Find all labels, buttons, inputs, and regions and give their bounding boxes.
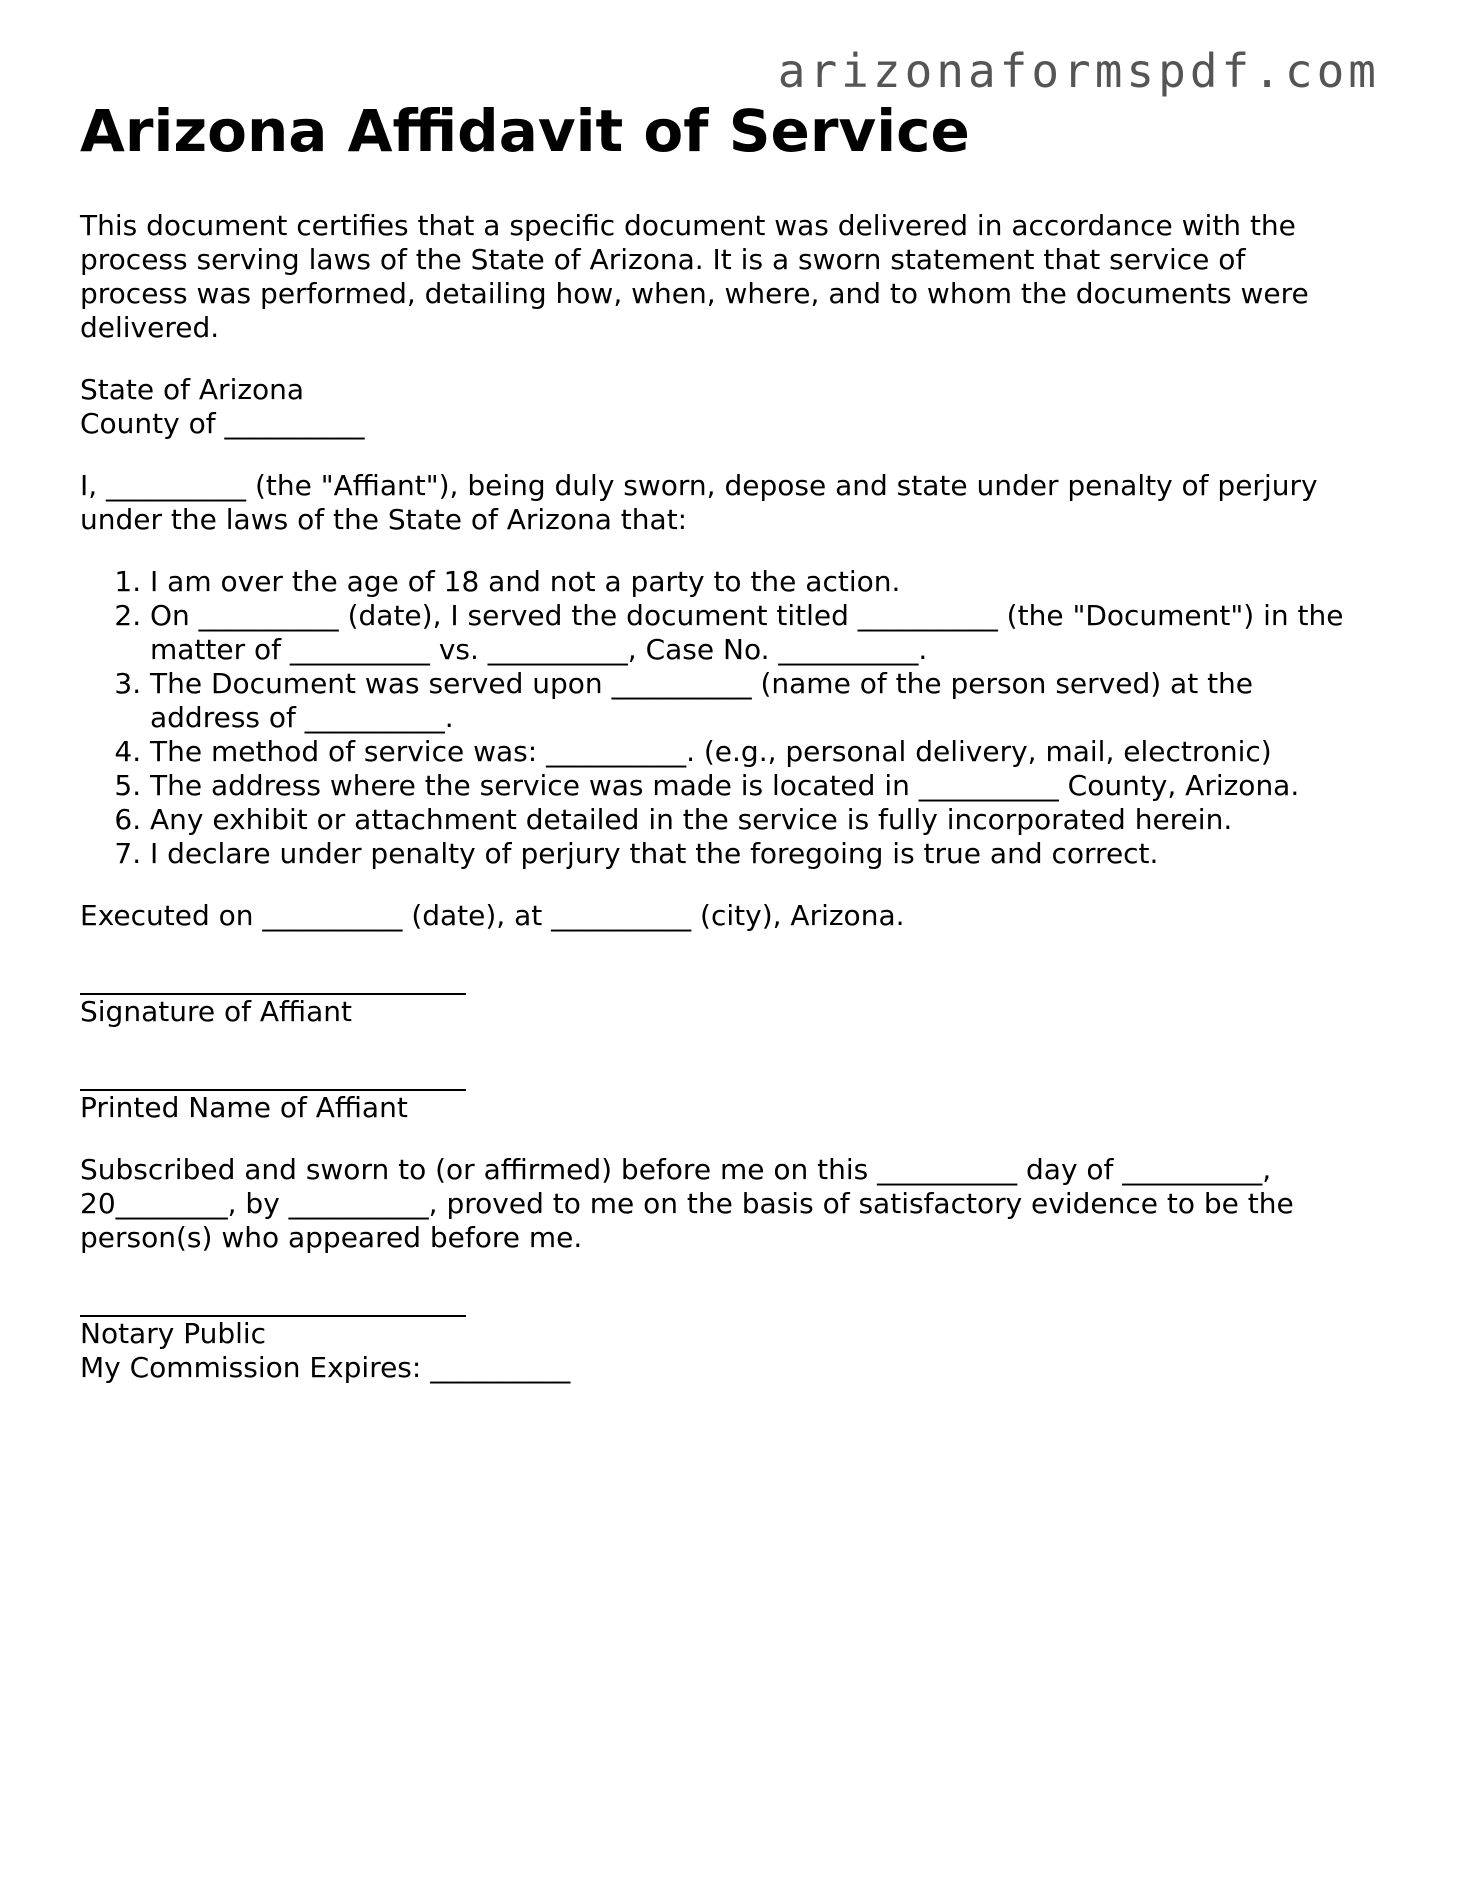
executed-statement — [80, 899, 1380, 933]
list-item — [150, 837, 1380, 871]
list-item — [150, 769, 1380, 803]
list-item-text: address of __________. — [150, 701, 454, 734]
list-item — [150, 803, 1380, 837]
printed-name-block — [80, 1057, 1380, 1125]
notary-signature-line — [80, 1283, 466, 1317]
document-title: Arizona Affidavit of Service — [80, 97, 970, 165]
notary-statement — [80, 1153, 1380, 1255]
list-item — [150, 565, 1380, 599]
signature-line — [80, 961, 466, 995]
venue-county: County of __________ — [80, 407, 365, 440]
affiant-line: I, __________ (the "Affiant"), being duly sworn, depose and state under penalty of perjury — [80, 469, 1318, 502]
signature-label: Signature of Affiant — [80, 995, 352, 1028]
executed-line: Executed on __________ (date), at __________ (city), Arizona. — [80, 899, 905, 932]
list-item-text: 5. The address where the service was made is located in __________ County, Arizona. — [150, 769, 1300, 802]
list-item-text: 1. I am over the age of 18 and not a party to the action. — [150, 565, 901, 598]
signature-block — [80, 961, 1380, 1029]
notary-line: person(s) who appeared before me. — [80, 1221, 583, 1254]
notary-line: Subscribed and sworn to (or affirmed) before me on this __________ day of __________, — [80, 1153, 1272, 1186]
affidavit-items — [80, 565, 1380, 871]
venue-state: State of Arizona — [80, 373, 305, 406]
intro-line: process serving laws of the State of Arizona. It is a sworn statement that service of — [80, 243, 1246, 276]
venue-block — [80, 373, 1380, 441]
printed-name-line — [80, 1057, 466, 1091]
notary-line: 20________, by __________, proved to me on the basis of satisfactory evidence to be the — [80, 1187, 1294, 1220]
document-body — [80, 209, 1380, 1413]
printed-name-label: Printed Name of Affiant — [80, 1091, 408, 1124]
affiant-line: under the laws of the State of Arizona that: — [80, 503, 688, 536]
list-item — [150, 735, 1380, 769]
list-item-text: 2. On __________ (date), I served the document titled __________ (the "Document") in the — [150, 599, 1344, 632]
list-item — [150, 667, 1380, 735]
list-item — [150, 599, 1380, 667]
list-item-text: matter of __________ vs. __________, Case No. __________. — [150, 633, 928, 666]
list-item-text: 7. I declare under penalty of perjury that the foregoing is true and correct. — [150, 837, 1159, 870]
intro-line: delivered. — [80, 311, 220, 344]
list-item-text: 6. Any exhibit or attachment detailed in the service is fully incorporated herein. — [150, 803, 1233, 836]
intro-line: process was performed, detailing how, when, where, and to whom the documents were — [80, 277, 1309, 310]
notary-label: Notary Public — [80, 1317, 267, 1350]
intro-line: This document certifies that a specific document was delivered in accordance with the — [80, 209, 1296, 242]
notary-block — [80, 1283, 1380, 1385]
list-item-text: 3. The Document was served upon __________ (name of the person served) at the — [150, 667, 1254, 700]
intro-paragraph — [80, 209, 1380, 345]
commission-expires: My Commission Expires: __________ — [80, 1351, 571, 1384]
list-item-text: 4. The method of service was: __________. (e.g., personal delivery, mail, electronic) — [150, 735, 1272, 768]
affiant-statement — [80, 469, 1380, 537]
site-watermark: arizonaformspdf.com — [777, 44, 1380, 98]
